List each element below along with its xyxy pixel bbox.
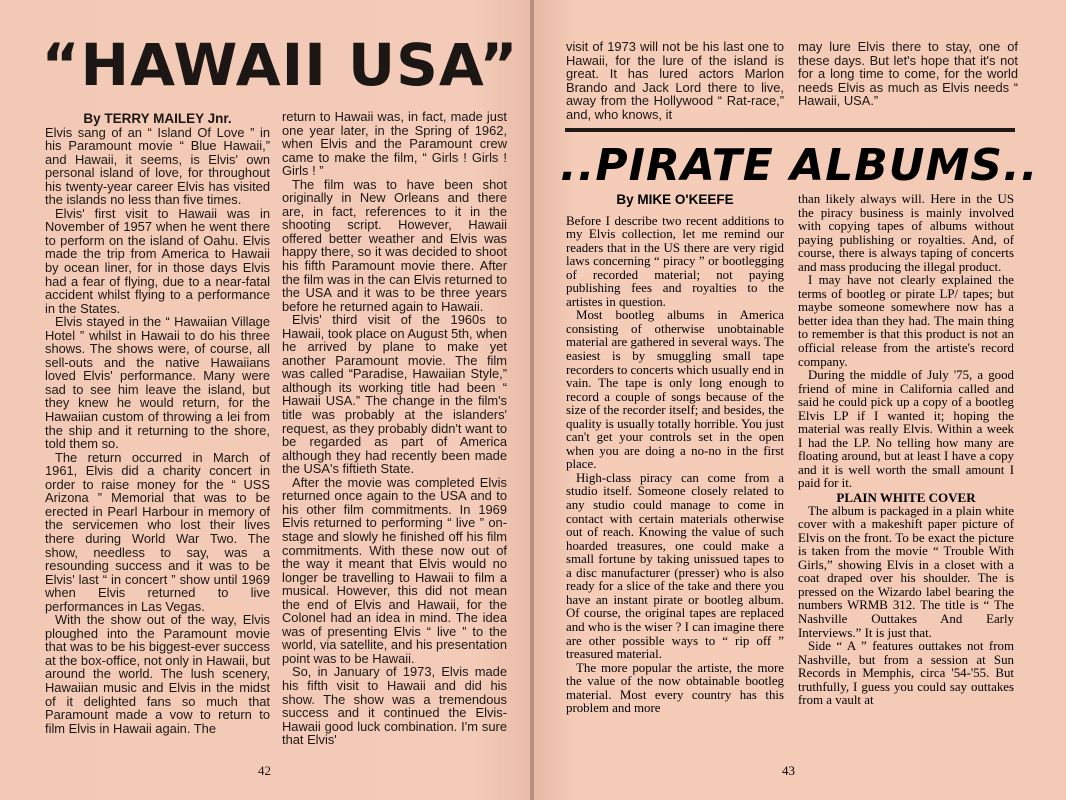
- paragraph: With the show out of the way, Elvis ploughed into the Paramount movie that was to be his biggest-ever success at the box-office, not only in Hawaii, but around the world. The lush scenery, Hawaiian music and Elvis in the midst of it delighted fans so much that Paramount made a vow to return to film Elvis in Hawaii again. The: [45, 612, 270, 736]
- article-title-hawaii: “HAWAII USA”: [41, 31, 519, 99]
- paragraph: The more popular the artiste, the more the value of the now obtainable bootleg material. Most every country has this problem and more: [566, 660, 784, 716]
- paragraph: The album is packaged in a plain white cover with a makeshift paper picture of Elvis on the front. To be exact the picture is taken from the movie “ Trouble With Girls,” showing Elvis in a closet with a coat draped over his shoulder. The is pressed on the Wizardo label bearing the numbers WRMB 312. The title is “ The Nashville Outtakes And Early Interviews.” It is just that.: [798, 503, 1014, 640]
- left-page: [0, 0, 530, 800]
- right-column-2: [798, 193, 1014, 763]
- left-column-2: [282, 110, 507, 760]
- paragraph: visit of 1973 will not be his last one to Hawaii, for the lure of the island is great. It has lured actors Marlon Brando and Jack Lord there to live, away from the Hollywood “ Rat-race,” and, who knows, it: [566, 40, 784, 122]
- paragraph: Before I describe two recent additions to my Elvis collection, let me remind our readers that in the US there are very rigid laws concerning “ piracy ” or bootlegging of recorded material; not paying publishing fees and royalties to the artistes in question.: [566, 213, 784, 309]
- paragraph: The film was to have been shot originally in New Orleans and there are, in fact, references to it in the shooting script. However, Hawaii offered better weather and Elvis was happy there, so it was decided to shoot his fifth Paramount movie there. After the film was in the can Elvis returned to the USA and it was to be three years before he returned again to Hawaii.: [282, 176, 507, 314]
- right-top-column-1: [566, 40, 784, 124]
- paragraph: During the middle of July '75, a good friend of mine in California called and said he could pick up a copy of a bootleg Elvis LP if I wanted it; hoping the material was really Elvis. Within a week I had the LP. No telling how many are floating around, but at least I have a copy and it is well worth the small amount I paid for it.: [798, 368, 1014, 491]
- right-top-column-2: [798, 40, 1018, 124]
- paragraph: than likely always will. Here in the US the piracy business is mainly involved with copying tapes of albums without paying publishing or royalties. And, of course, there is always taping of concerts and mass producing the illegal product.: [798, 193, 1014, 274]
- paragraph: Elvis' first visit to Hawaii was in November of 1957 when he went there to perform on the island of Oahu. Elvis made the trip from America to Hawaii by ocean liner, for in those days Elvis had a fear of flying, due to a near-fatal accident whilst flying to a performance in the States.: [45, 205, 270, 316]
- left-column-1: [45, 112, 270, 760]
- paragraph: After the movie was completed Elvis returned once again to the USA and to his other film commitments. In 1969 Elvis returned to performing “ live ” on-stage and slowly he finished off his film commitments. With these now out of the way it meant that Elvis would no longer be travelling to Hawaii to film a musical. However, this did not mean the end of Elvis and Hawaii, for the Colonel had an idea in mind. The idea was of presenting Elvis “ live ” to the world, via satellite, and his presentation point was to be Hawaii.: [282, 474, 507, 666]
- subheading-plain-white-cover: PLAIN WHITE COVER: [836, 490, 976, 506]
- article-title-pirate-albums: ..PIRATE ALBUMS..: [560, 140, 1039, 191]
- paragraph: So, in January of 1973, Elvis made his fifth visit to Hawaii and did his show. The show was a tremendous success and it continued the Elvis-Hawaii good luck combination. I'm sure that Elvis': [282, 664, 507, 748]
- paragraph: Elvis sang of an “ Island Of Love ” in his Paramount movie “ Blue Hawaii,” and Hawaii, it seems, is Elvis' own personal island of love, for throughout his twenty-year career Elvis has visited the islands no less than five times.: [45, 124, 270, 208]
- paragraph: return to Hawaii was, in fact, made just one year later, in the Spring of 1962, when Elvis and the Paramount crew came to make the film, “ Girls ! Girls ! Girls ! ”: [282, 110, 507, 179]
- page-number-right: 43: [782, 763, 795, 778]
- paragraph: Elvis' third visit of the 1960s to Hawaii, took place on August 5th, when he arrived by plane to make yet another Paramount movie. The film was called “Paradise, Hawaiian Style,” although its working title had been “ Hawaii USA.” The change in the film's title was probably at the islanders' request, as they probably didn't want to be regarded as part of America although they had recently been made the USA's fiftieth State.: [282, 312, 507, 477]
- page-number-left: 42: [258, 763, 271, 778]
- paragraph: Elvis stayed in the “ Hawaiian Village Hotel ” whilst in Hawaii to do his three shows. The shows were, of course, all sell-outs and the native Hawaiians loved Elvis' performance. Many were sad to see him leave the island, but they knew he would return, for the Hawaiian custom of throwing a lei from the ship and it returning to the shore, told them so.: [45, 314, 270, 452]
- paragraph: Side “ A ” features outtakes not from Nashville, but from a session at Sun Records in Memphis, circa '54-'55. But truthfully, I guess you could say outtakes from a vault at: [798, 639, 1014, 708]
- paragraph: I may have not clearly explained the terms of bootleg or pirate LP/ tapes; but maybe someone somewhere now has a better idea than they had. The main thing to remember is that this product is not an official release from the artiste's record company.: [798, 273, 1014, 369]
- byline-terry-mailey: By TERRY MAILEY Jnr.: [83, 112, 232, 126]
- byline-mike-okeefe: By MIKE O'KEEFE: [616, 193, 734, 207]
- paragraph: The return occurred in March of 1961, Elvis did a charity concert in order to raise money for the “ USS Arizona ” Memorial that was to be erected in Pearl Harbour in memory of the servicemen who lost their lives there during World War Two. The show, needless to say, was a resounding success and it was to be Elvis' last “ in concert ” show until 1969 when Elvis returned to live performances in Las Vegas.: [45, 449, 270, 614]
- paragraph: High-class piracy can come from a studio itself. Someone closely related to any studio could manage to come in contact with certain materials otherwise out of reach. Knowing the value of such hoarded treasures, one could make a small fortune by taking unissued tapes to a disc manufacturer (presser) who is also ready for a slice of the take and there you have an instant pirate or bootleg album. Of course, the original tapes are replaced and who is the wiser ? I can imagine there are other possible ways to “ rip off ” treasured material.: [566, 470, 784, 662]
- paragraph: may lure Elvis there to stay, one of these days. But let's hope that it's not for a long time to come, for the world needs Elvis as much as Elvis needs “ Hawaii, USA.”: [798, 40, 1018, 109]
- section-divider-rule: [565, 128, 1015, 132]
- paragraph: Most bootleg albums in America consisting of otherwise unobtainable material are gathered in several ways. The easiest is by smuggling small tape recorders to concerts which usually end in vain. The tape is only long enough to record a couple of songs because of the size of the recorder itself; and besides, the quality is usually totally horrible. You just can't get your controls set in the open when you are doing a no-no in the first place.: [566, 308, 784, 472]
- right-column-1: [566, 193, 784, 763]
